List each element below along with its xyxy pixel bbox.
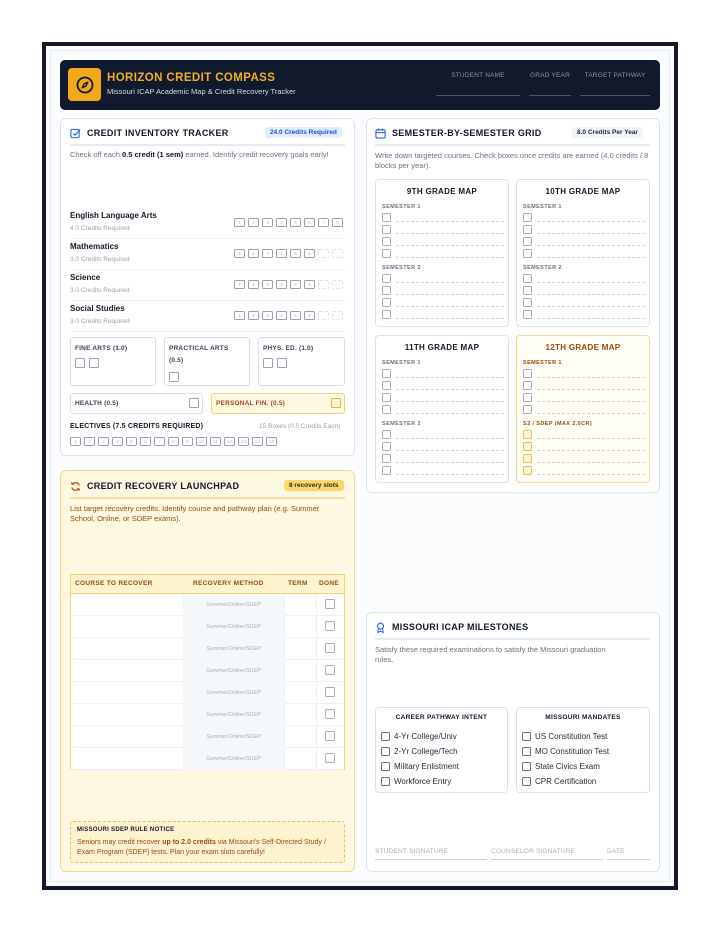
semester-1-label: SEMESTER 1 — [523, 360, 562, 366]
electives-note: 15 Boxes (0.5 Credits Each) — [259, 423, 341, 430]
inventory-description: Check off each 0.5 credit (1 sem) earned. Identify credit recovery goals early! — [70, 150, 329, 159]
credit-boxes — [234, 311, 343, 320]
milestone-checkbox[interactable] — [381, 762, 390, 771]
subject-requirement: 3.0 Credits Required — [70, 287, 130, 294]
milestone-checkbox[interactable] — [522, 732, 531, 741]
elective-checkbox[interactable]: 3 — [98, 437, 109, 446]
done-checkbox[interactable] — [325, 599, 335, 609]
credit-checkbox — [332, 280, 343, 289]
grade-map-title: 10TH GRADE MAP — [545, 187, 621, 196]
milestone-checkbox[interactable] — [381, 777, 390, 786]
course-checkbox[interactable] — [523, 442, 532, 451]
elective-checkbox[interactable]: 4 — [112, 437, 123, 446]
credit-checkbox[interactable]: 2 — [248, 280, 259, 289]
course-checkbox[interactable] — [523, 369, 532, 378]
phys-ed-box: PHYS. ED. (1.0) — [258, 337, 345, 386]
grad-year-field[interactable]: GRAD YEAR — [529, 72, 571, 96]
elective-checkbox[interactable]: 2 — [84, 437, 95, 446]
course-checkbox[interactable] — [382, 237, 391, 246]
milestone-label: 2-Yr College/Tech — [394, 747, 458, 756]
credit-checkbox[interactable]: 3 — [262, 311, 273, 320]
course-line[interactable] — [523, 405, 645, 414]
recovery-description: List target recovery credits. Identify course and pathway plan (e.g. Summer School, Online, or SDEP exams). — [70, 504, 320, 523]
award-icon — [375, 622, 386, 633]
course-checkbox[interactable] — [523, 237, 532, 246]
course-checkbox[interactable] — [523, 393, 532, 402]
grid-badge: 8.0 Credits Per Year — [572, 127, 643, 138]
col-course: COURSE TO RECOVER — [75, 580, 153, 587]
credit-checkbox[interactable]: 3 — [262, 218, 273, 227]
sdep-notice — [70, 821, 345, 863]
credit-checkbox[interactable]: 6 — [304, 218, 315, 227]
course-cell[interactable] — [71, 638, 183, 660]
counselor-signature-line[interactable]: COUNSELOR SIGNATURE — [491, 840, 603, 860]
method-cell[interactable]: Summer/Online/SDEP — [183, 682, 284, 704]
grid-title: SEMESTER-BY-SEMESTER GRID — [392, 128, 542, 138]
col-done: DONE — [319, 580, 339, 587]
course-cell[interactable] — [71, 616, 183, 638]
milestone-label: 4-Yr College/Univ — [394, 732, 457, 741]
course-line[interactable] — [523, 298, 645, 307]
course-line[interactable] — [382, 274, 504, 283]
course-cell[interactable] — [71, 594, 183, 616]
course-checkbox[interactable] — [523, 466, 532, 475]
course-cell[interactable] — [71, 704, 183, 726]
course-line[interactable] — [523, 213, 645, 222]
app-title: HORIZON CREDIT COMPASS — [107, 72, 276, 84]
milestone-label: US Constitution Test — [535, 732, 608, 741]
course-checkbox[interactable] — [523, 310, 532, 319]
elective-checkbox[interactable]: 6 — [140, 437, 151, 446]
method-cell[interactable]: Summer/Online/SDEP — [183, 638, 284, 660]
inventory-badge: 24.0 Credits Required — [265, 127, 342, 138]
course-line[interactable] — [382, 249, 504, 258]
done-checkbox[interactable] — [325, 753, 335, 763]
course-cell[interactable] — [71, 726, 183, 748]
course-line[interactable] — [523, 466, 645, 475]
course-checkbox[interactable] — [523, 286, 532, 295]
credit-checkbox[interactable]: 2 — [248, 249, 259, 258]
milestone-label: CPR Certification — [535, 777, 597, 786]
credit-checkbox — [332, 311, 343, 320]
milestones-description: Satisfy these required examinations to satisfy the Missouri graduation rules. — [375, 645, 606, 664]
course-cell[interactable] — [71, 682, 183, 704]
course-line[interactable] — [382, 213, 504, 222]
done-checkbox[interactable] — [325, 687, 335, 697]
course-checkbox[interactable] — [382, 381, 391, 390]
course-line[interactable] — [523, 225, 645, 234]
recovery-badge: 8 recovery slots — [284, 480, 344, 491]
credit-checkbox[interactable]: 5 — [290, 280, 301, 289]
credit-checkbox[interactable]: 5 — [290, 249, 301, 258]
practical-arts-checkbox[interactable] — [169, 372, 179, 382]
milestone-item[interactable] — [522, 746, 609, 757]
milestone-item[interactable] — [522, 731, 607, 742]
course-line[interactable] — [382, 466, 504, 475]
grade-map-title: 11TH GRADE MAP — [404, 343, 480, 352]
credit-checkbox[interactable]: 6 — [304, 249, 315, 258]
term-cell[interactable] — [284, 726, 317, 748]
term-cell[interactable] — [284, 704, 317, 726]
credit-checkbox[interactable]: 2 — [248, 218, 259, 227]
checkbox-icon — [70, 128, 81, 139]
student-signature-line[interactable]: STUDENT SIGNATURE — [375, 840, 487, 860]
grade-map-12 — [516, 335, 650, 483]
semester-1-label: SEMESTER 1 — [382, 360, 421, 366]
course-checkbox[interactable] — [382, 369, 391, 378]
milestone-label: Military Enlistment — [394, 762, 459, 771]
table-row — [71, 594, 344, 616]
table-row — [71, 704, 344, 726]
credit-checkbox[interactable]: 2 — [248, 311, 259, 320]
done-checkbox[interactable] — [325, 731, 335, 741]
milestone-label: State Civics Exam — [535, 762, 600, 771]
course-checkbox[interactable] — [382, 454, 391, 463]
semester-1-label: SEMESTER 1 — [523, 204, 562, 210]
table-row — [71, 748, 344, 770]
course-line[interactable] — [382, 225, 504, 234]
milestone-item[interactable] — [381, 731, 457, 742]
done-checkbox[interactable] — [325, 621, 335, 631]
course-line[interactable] — [523, 442, 645, 451]
course-checkbox[interactable] — [523, 381, 532, 390]
course-line[interactable] — [382, 298, 504, 307]
calendar-icon — [375, 128, 386, 139]
table-row — [71, 638, 344, 660]
course-checkbox[interactable] — [382, 298, 391, 307]
subject-name: Mathematics — [70, 242, 119, 251]
course-checkbox[interactable] — [382, 466, 391, 475]
term-cell[interactable] — [284, 616, 317, 638]
course-cell[interactable] — [71, 748, 183, 770]
fine-arts-checkbox[interactable] — [75, 358, 85, 368]
method-cell[interactable]: Summer/Online/SDEP — [183, 704, 284, 726]
course-line[interactable] — [382, 430, 504, 439]
sdep-notice-title: MISSOURI SDEP RULE NOTICE — [77, 827, 175, 833]
done-checkbox[interactable] — [325, 643, 335, 653]
recovery-table — [70, 574, 345, 770]
elective-checkbox[interactable]: 14 — [252, 437, 263, 446]
course-checkbox[interactable] — [382, 430, 391, 439]
elective-checkbox[interactable]: 13 — [238, 437, 249, 446]
credit-checkbox[interactable]: 7 — [318, 218, 329, 227]
subject-requirement: 3.0 Credits Required — [70, 256, 130, 263]
app-subtitle: Missouri ICAP Academic Map & Credit Recovery Tracker — [107, 87, 296, 96]
credit-checkbox[interactable]: 8 — [332, 218, 343, 227]
grade-map-9 — [375, 179, 509, 327]
course-checkbox[interactable] — [382, 442, 391, 451]
semester-2-label: SEMESTER 2 — [382, 421, 421, 427]
missouri-mandates: MISSOURI MANDATES US Constitution Test MO Constitution Test State Civics Exam CPR Certification — [516, 707, 650, 793]
table-row — [71, 660, 344, 682]
student-name-field[interactable]: STUDENT NAME — [436, 72, 520, 96]
subject-name: English Language Arts — [70, 211, 157, 220]
credit-checkbox[interactable]: 1 — [234, 311, 245, 320]
subject-requirement: 4.0 Credits Required — [70, 225, 130, 232]
table-row — [71, 726, 344, 748]
credit-checkbox — [318, 311, 329, 320]
grade-map-title: 12TH GRADE MAP — [545, 343, 621, 352]
milestone-checkbox[interactable] — [522, 777, 531, 786]
course-line[interactable] — [382, 393, 504, 402]
credit-checkbox[interactable]: 1 — [234, 249, 245, 258]
inventory-title: CREDIT INVENTORY TRACKER — [87, 128, 229, 138]
course-line[interactable] — [523, 381, 645, 390]
fine-arts-checkbox[interactable] — [89, 358, 99, 368]
col-term: TERM — [288, 580, 308, 587]
milestone-checkbox[interactable] — [522, 747, 531, 756]
course-checkbox[interactable] — [523, 405, 532, 414]
milestone-item[interactable] — [381, 746, 458, 757]
phys-ed-checkbox[interactable] — [263, 358, 273, 368]
course-checkbox[interactable] — [523, 213, 532, 222]
course-line[interactable] — [523, 393, 645, 402]
elective-checkbox[interactable]: 12 — [224, 437, 235, 446]
phys-ed-checkbox[interactable] — [277, 358, 287, 368]
course-cell[interactable] — [71, 660, 183, 682]
date-line[interactable]: DATE — [607, 840, 650, 860]
milestone-checkbox[interactable] — [522, 762, 531, 771]
health-checkbox[interactable] — [189, 398, 199, 408]
subject-requirement: 3.0 Credits Required — [70, 318, 130, 325]
course-line[interactable] — [523, 454, 645, 463]
sdep-notice-text: Seniors may credit recover up to 2.0 credits via Missouri's Self-Directed Study / Exam Program (SDEP) tests. Plan your exam slots carefully! — [77, 839, 326, 856]
course-checkbox[interactable] — [382, 225, 391, 234]
course-line[interactable] — [523, 249, 645, 258]
course-line[interactable] — [382, 381, 504, 390]
milestone-item[interactable] — [522, 776, 596, 787]
method-cell[interactable]: Summer/Online/SDEP — [183, 726, 284, 748]
milestone-checkbox[interactable] — [381, 732, 390, 741]
credit-checkbox[interactable]: 3 — [262, 249, 273, 258]
course-line[interactable] — [523, 430, 645, 439]
personal-finance-box: PERSONAL FIN. (0.5) — [211, 393, 345, 414]
course-line[interactable] — [382, 310, 504, 319]
term-cell[interactable] — [284, 594, 317, 616]
elective-checkbox[interactable]: 1 — [70, 437, 81, 446]
term-cell[interactable] — [284, 682, 317, 704]
semester-2-label: SEMESTER 2 — [382, 265, 421, 271]
grid-description: Write down targeted courses. Check boxes once credits are earned (4.0 credits / 8 blocks per year). — [375, 151, 649, 170]
electives-boxes — [70, 437, 277, 446]
course-checkbox[interactable] — [382, 310, 391, 319]
compass-icon — [68, 68, 101, 101]
semester-2-label: SEMESTER 2 — [523, 265, 562, 271]
credit-checkbox[interactable]: 4 — [276, 218, 287, 227]
target-pathway-field[interactable]: TARGET PATHWAY — [580, 72, 650, 96]
milestone-checkbox[interactable] — [381, 747, 390, 756]
course-checkbox[interactable] — [523, 430, 532, 439]
header-bar — [60, 60, 660, 110]
elective-checkbox[interactable]: 10 — [196, 437, 207, 446]
milestone-item[interactable] — [381, 761, 459, 772]
grade-map-11 — [375, 335, 509, 483]
recovery-title: CREDIT RECOVERY LAUNCHPAD — [87, 481, 240, 491]
method-cell[interactable]: Summer/Online/SDEP — [183, 594, 284, 616]
milestone-item[interactable] — [381, 776, 451, 787]
course-checkbox[interactable] — [523, 298, 532, 307]
grade-map-10 — [516, 179, 650, 327]
credit-checkbox[interactable]: 6 — [304, 311, 315, 320]
course-line[interactable] — [523, 237, 645, 246]
course-checkbox[interactable] — [382, 213, 391, 222]
credit-checkbox — [318, 280, 329, 289]
done-checkbox[interactable] — [325, 709, 335, 719]
method-cell[interactable]: Summer/Online/SDEP — [183, 616, 284, 638]
term-cell[interactable] — [284, 638, 317, 660]
course-checkbox[interactable] — [523, 274, 532, 283]
career-pathway-intent: CAREER PATHWAY INTENT 4-Yr College/Univ 2-Yr College/Tech Military Enlistment Workforce Entry — [375, 707, 508, 793]
milestones-title: MISSOURI ICAP MILESTONES — [392, 622, 529, 632]
course-checkbox[interactable] — [523, 249, 532, 258]
personal-finance-checkbox[interactable] — [331, 398, 341, 408]
credit-checkbox — [318, 249, 329, 258]
refresh-icon — [70, 481, 81, 492]
elective-checkbox[interactable]: 15 — [266, 437, 277, 446]
course-checkbox[interactable] — [523, 454, 532, 463]
elective-checkbox[interactable]: 11 — [210, 437, 221, 446]
done-checkbox[interactable] — [325, 665, 335, 675]
credit-boxes — [234, 249, 343, 258]
milestone-label: Workforce Entry — [394, 777, 452, 786]
course-checkbox[interactable] — [523, 225, 532, 234]
credit-checkbox[interactable]: 4 — [276, 280, 287, 289]
credit-checkbox[interactable]: 4 — [276, 249, 287, 258]
milestone-label: MO Constitution Test — [535, 747, 610, 756]
credit-checkbox[interactable]: 1 — [234, 280, 245, 289]
credit-checkbox — [332, 249, 343, 258]
course-checkbox[interactable] — [382, 274, 391, 283]
semester-1-label: SEMESTER 1 — [382, 204, 421, 210]
course-checkbox[interactable] — [382, 249, 391, 258]
elective-checkbox[interactable]: 8 — [168, 437, 179, 446]
credit-checkbox[interactable]: 1 — [234, 218, 245, 227]
term-cell[interactable] — [284, 748, 317, 770]
elective-checkbox[interactable]: 5 — [126, 437, 137, 446]
course-line[interactable] — [382, 237, 504, 246]
semester-2-label: S2 / SDEP (MAX 2.0CR) — [523, 421, 593, 427]
course-line[interactable] — [523, 274, 645, 283]
course-line[interactable] — [523, 369, 645, 378]
course-checkbox[interactable] — [382, 286, 391, 295]
course-line[interactable] — [382, 369, 504, 378]
credit-checkbox[interactable]: 6 — [304, 280, 315, 289]
credit-boxes — [234, 280, 343, 289]
practical-arts-box: PRACTICAL ARTS (0.5) — [164, 337, 250, 386]
course-line[interactable] — [382, 286, 504, 295]
milestone-item[interactable] — [522, 761, 600, 772]
table-row — [71, 682, 344, 704]
grade-map-title: 9TH GRADE MAP — [406, 187, 478, 196]
elective-checkbox[interactable]: 9 — [182, 437, 193, 446]
course-line[interactable] — [382, 405, 504, 414]
credit-boxes — [234, 218, 343, 227]
col-method: RECOVERY METHOD — [193, 580, 264, 587]
method-cell[interactable]: Summer/Online/SDEP — [183, 660, 284, 682]
electives-label: ELECTIVES (7.5 CREDITS REQUIRED) — [70, 423, 204, 430]
subject-name: Social Studies — [70, 304, 125, 313]
elective-checkbox[interactable]: 7 — [154, 437, 165, 446]
course-line[interactable] — [523, 310, 645, 319]
fine-arts-box: FINE ARTS (1.0) — [70, 337, 156, 386]
credit-checkbox[interactable]: 3 — [262, 280, 273, 289]
course-line[interactable] — [523, 286, 645, 295]
course-checkbox[interactable] — [382, 405, 391, 414]
credit-checkbox[interactable]: 5 — [290, 311, 301, 320]
course-line[interactable] — [382, 442, 504, 451]
credit-checkbox[interactable]: 5 — [290, 218, 301, 227]
subject-name: Science — [70, 273, 101, 282]
course-checkbox[interactable] — [382, 393, 391, 402]
term-cell[interactable] — [284, 660, 317, 682]
course-line[interactable] — [382, 454, 504, 463]
method-cell[interactable]: Summer/Online/SDEP — [183, 748, 284, 770]
table-row — [71, 616, 344, 638]
health-box: HEALTH (0.5) — [70, 393, 203, 414]
credit-checkbox[interactable]: 4 — [276, 311, 287, 320]
